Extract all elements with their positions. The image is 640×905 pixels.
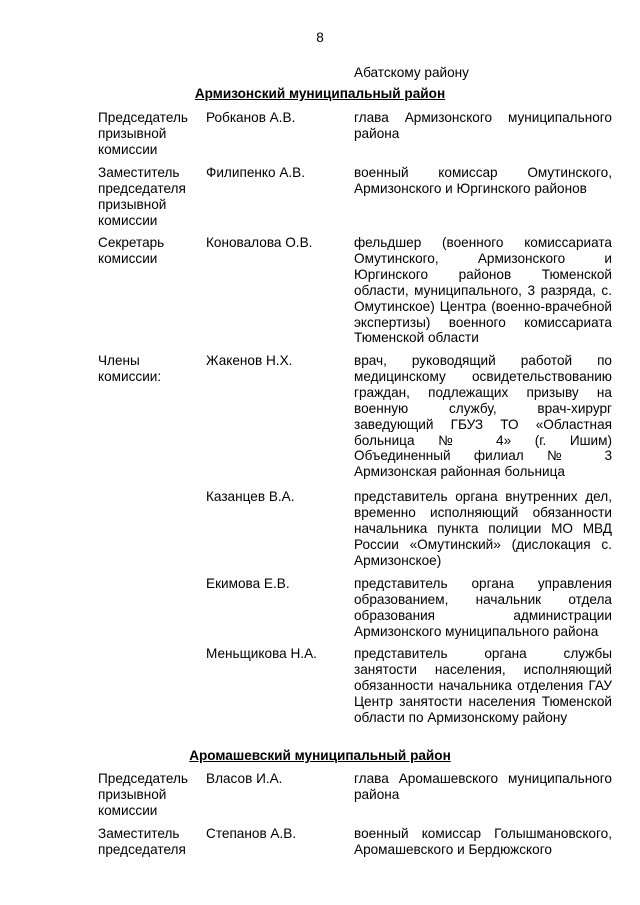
member-name: Казанцев В.А. xyxy=(206,489,295,504)
member-role: Заместитель председателя призывной комиссии xyxy=(98,165,186,228)
member-name: Власов И.А. xyxy=(206,771,283,786)
continued-text-line: Абатскому району xyxy=(354,65,469,80)
section-heading-aromashevsky: Аромашевский муниципальный район xyxy=(189,748,451,763)
member-position: представитель органа управления образованием, начальник отдела образования администрации Армизонского муниципального района xyxy=(354,576,612,639)
member-position: врач, руководящий работой по медицинскому освидетельствованию граждан, подлежащих призыву на военную службу, врач-хирург заведующий ГБУЗ ТО «Областная больница № 4» (г. Ишим) Объединенный филиал № 3 Армизонская районная больница xyxy=(354,353,612,480)
member-name: Коновалова О.В. xyxy=(206,235,313,250)
member-role: Председатель призывной комиссии xyxy=(98,110,188,157)
member-name: Филипенко А.В. xyxy=(206,165,306,180)
member-role: Заместитель председателя xyxy=(98,826,186,857)
member-position: военный комиссар Голышмановского, Аромашевского и Бердюжского xyxy=(354,826,612,857)
member-name: Жакенов Н.Х. xyxy=(206,353,293,368)
member-position: военный комиссар Омутинского, Армизонского и Юргинского районов xyxy=(354,165,612,196)
member-position: глава Армизонского муниципального района xyxy=(354,110,612,141)
member-name: Екимова Е.В. xyxy=(206,576,290,591)
member-name: Степанов А.В. xyxy=(206,826,297,841)
member-position: глава Аромашевского муниципального района xyxy=(354,771,612,802)
member-position: фельдшер (военного комиссариата Омутинского, Армизонского и Юргинского районов Тюменской области, муниципального, 3 разряда, с. Омутинское) Центра (военно-врачебной экспертизы) военного комиссариата Тюменской области xyxy=(354,235,612,346)
member-name: Меньщикова Н.А. xyxy=(206,646,317,661)
member-name: Робканов А.В. xyxy=(206,110,296,125)
member-role: Председатель призывной комиссии xyxy=(98,771,188,818)
page-number: 8 xyxy=(316,30,324,45)
member-position: представитель органа службы занятости населения, исполняющий обязанности начальника отделения ГАУ Центр занятости населения Тюменской области по Армизонскому району xyxy=(354,646,612,725)
member-role: Секретарь комиссии xyxy=(98,235,165,266)
member-role: Члены комиссии: xyxy=(98,353,162,384)
member-position: представитель органа внутренних дел, временно исполняющий обязанности начальника пункта полиции МО МВД России «Омутинский» (дислокация с. Армизонское) xyxy=(354,489,612,568)
section-heading-armizonsky: Армизонский муниципальный район xyxy=(194,86,446,101)
